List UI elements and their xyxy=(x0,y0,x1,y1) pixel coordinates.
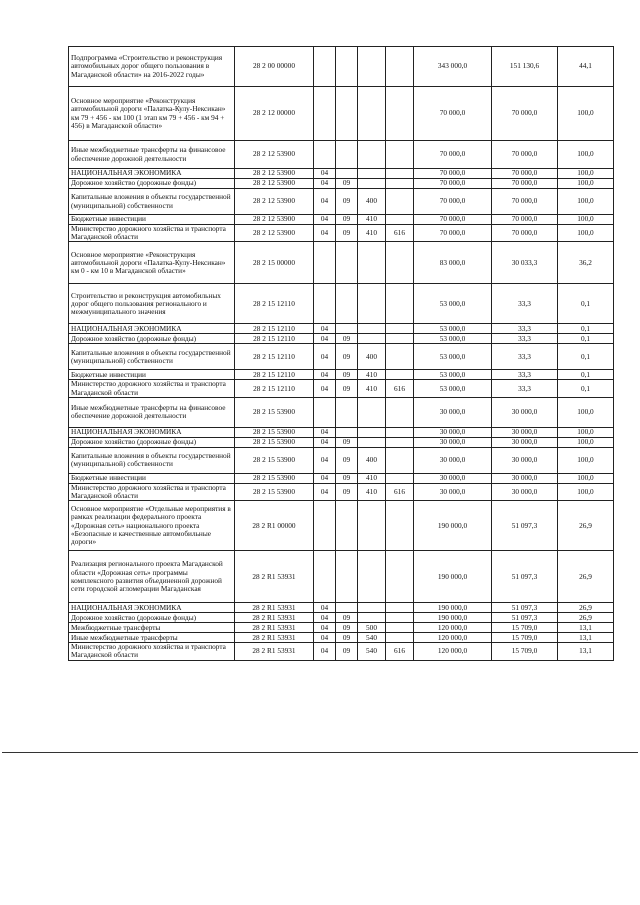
row-grbs-code xyxy=(386,284,414,324)
row-name: Основное мероприятие «Реконструкция автомобильной дороги «Палатка-Кулу-Нексикан» км 79 + 456 - км 100 (1 этап км 79 + 456 - км 94 + 456) в Магаданской области» xyxy=(69,87,235,141)
row-section-code: 04 xyxy=(314,603,336,613)
row-plan-amount: 30 000,0 xyxy=(414,437,492,447)
row-grbs-code xyxy=(386,603,414,613)
row-expense-type-code: 410 xyxy=(358,473,386,483)
row-csr-code: 28 2 12 53900 xyxy=(235,225,314,242)
row-section-code xyxy=(314,242,336,284)
row-expense-type-code: 540 xyxy=(358,643,386,660)
row-section-code xyxy=(314,551,336,603)
row-subsection-code: 09 xyxy=(336,613,358,623)
row-percent: 100,0 xyxy=(558,215,614,225)
row-grbs-code xyxy=(386,551,414,603)
row-expense-type-code xyxy=(358,284,386,324)
row-name: Капитальные вложения в объекты государственной (муниципальной) собственности xyxy=(69,189,235,215)
row-subsection-code: 09 xyxy=(336,225,358,242)
row-grbs-code xyxy=(386,189,414,215)
row-subsection-code: 09 xyxy=(336,473,358,483)
row-percent: 0,1 xyxy=(558,284,614,324)
row-name: Дорожное хозяйство (дорожные фонды) xyxy=(69,437,235,447)
row-name: Министерство дорожного хозяйства и транспорта Магаданской области xyxy=(69,483,235,500)
row-grbs-code: 616 xyxy=(386,643,414,660)
row-subsection-code: 09 xyxy=(336,179,358,189)
row-section-code: 04 xyxy=(314,623,336,633)
table-row xyxy=(69,87,614,141)
row-csr-code: 28 2 R1 00000 xyxy=(235,501,314,551)
row-expense-type-code xyxy=(358,613,386,623)
row-grbs-code xyxy=(386,427,414,437)
row-csr-code: 28 2 12 53900 xyxy=(235,169,314,179)
row-percent: 100,0 xyxy=(558,473,614,483)
row-csr-code: 28 2 15 12110 xyxy=(235,334,314,344)
row-csr-code: 28 2 12 53900 xyxy=(235,189,314,215)
row-csr-code: 28 2 00 00000 xyxy=(235,47,314,87)
row-name: НАЦИОНАЛЬНАЯ ЭКОНОМИКА xyxy=(69,427,235,437)
row-section-code xyxy=(314,284,336,324)
row-percent: 0,1 xyxy=(558,324,614,334)
row-executed-amount: 51 097,3 xyxy=(492,603,558,613)
row-section-code xyxy=(314,87,336,141)
row-csr-code: 28 2 15 12110 xyxy=(235,370,314,380)
row-percent: 100,0 xyxy=(558,87,614,141)
row-subsection-code xyxy=(336,141,358,169)
row-percent: 100,0 xyxy=(558,483,614,500)
row-percent: 100,0 xyxy=(558,437,614,447)
row-grbs-code xyxy=(386,633,414,643)
row-subsection-code: 09 xyxy=(336,189,358,215)
row-name: Дорожное хозяйство (дорожные фонды) xyxy=(69,334,235,344)
table-row xyxy=(69,189,614,215)
row-csr-code: 28 2 15 53900 xyxy=(235,397,314,427)
row-percent: 100,0 xyxy=(558,225,614,242)
row-executed-amount: 70 000,0 xyxy=(492,87,558,141)
row-subsection-code xyxy=(336,87,358,141)
row-subsection-code: 09 xyxy=(336,633,358,643)
row-section-code: 04 xyxy=(314,447,336,473)
table-row xyxy=(69,551,614,603)
table-row xyxy=(69,179,614,189)
row-grbs-code xyxy=(386,179,414,189)
row-subsection-code: 09 xyxy=(336,447,358,473)
row-plan-amount: 190 000,0 xyxy=(414,603,492,613)
row-expense-type-code xyxy=(358,179,386,189)
row-subsection-code xyxy=(336,397,358,427)
row-expense-type-code: 500 xyxy=(358,623,386,633)
row-expense-type-code: 410 xyxy=(358,215,386,225)
row-plan-amount: 53 000,0 xyxy=(414,380,492,397)
row-csr-code: 28 2 15 12110 xyxy=(235,324,314,334)
row-plan-amount: 120 000,0 xyxy=(414,643,492,660)
row-executed-amount: 33,3 xyxy=(492,344,558,370)
row-percent: 0,1 xyxy=(558,334,614,344)
row-expense-type-code: 410 xyxy=(358,370,386,380)
row-expense-type-code: 410 xyxy=(358,225,386,242)
row-section-code: 04 xyxy=(314,633,336,643)
row-executed-amount: 30 000,0 xyxy=(492,473,558,483)
row-name: Бюджетные инвестиции xyxy=(69,370,235,380)
row-executed-amount: 70 000,0 xyxy=(492,141,558,169)
row-subsection-code: 09 xyxy=(336,370,358,380)
row-percent: 100,0 xyxy=(558,189,614,215)
row-expense-type-code xyxy=(358,87,386,141)
row-plan-amount: 190 000,0 xyxy=(414,613,492,623)
table-body xyxy=(69,47,614,661)
row-executed-amount: 70 000,0 xyxy=(492,225,558,242)
row-name: Дорожное хозяйство (дорожные фонды) xyxy=(69,179,235,189)
row-executed-amount: 70 000,0 xyxy=(492,179,558,189)
row-section-code: 04 xyxy=(314,179,336,189)
row-subsection-code: 09 xyxy=(336,623,358,633)
row-grbs-code xyxy=(386,324,414,334)
row-name: Иные межбюджетные трансферты на финансовое обеспечение дорожной деятельности xyxy=(69,397,235,427)
row-name: Министерство дорожного хозяйства и транспорта Магаданской области xyxy=(69,380,235,397)
row-subsection-code xyxy=(336,47,358,87)
row-plan-amount: 70 000,0 xyxy=(414,141,492,169)
row-name: Реализация регионального проекта Магаданской области «Дорожная сеть» программы комплексного развития объединенной дорожной сети городской агломерации Магаданская xyxy=(69,551,235,603)
table-row xyxy=(69,225,614,242)
row-expense-type-code xyxy=(358,551,386,603)
row-plan-amount: 53 000,0 xyxy=(414,284,492,324)
row-plan-amount: 70 000,0 xyxy=(414,179,492,189)
row-subsection-code: 09 xyxy=(336,344,358,370)
row-section-code xyxy=(314,47,336,87)
row-executed-amount: 70 000,0 xyxy=(492,169,558,179)
table-row xyxy=(69,324,614,334)
row-subsection-code xyxy=(336,551,358,603)
row-executed-amount: 30 000,0 xyxy=(492,397,558,427)
row-percent: 100,0 xyxy=(558,179,614,189)
row-name: Бюджетные инвестиции xyxy=(69,215,235,225)
table-row xyxy=(69,47,614,87)
row-plan-amount: 70 000,0 xyxy=(414,225,492,242)
row-csr-code: 28 2 R1 53931 xyxy=(235,633,314,643)
row-section-code: 04 xyxy=(314,437,336,447)
row-expense-type-code: 400 xyxy=(358,447,386,473)
table-row xyxy=(69,141,614,169)
table-row xyxy=(69,643,614,660)
table-row xyxy=(69,242,614,284)
row-grbs-code xyxy=(386,215,414,225)
table-row xyxy=(69,370,614,380)
table-row xyxy=(69,437,614,447)
row-section-code xyxy=(314,397,336,427)
row-subsection-code xyxy=(336,324,358,334)
row-executed-amount: 33,3 xyxy=(492,324,558,334)
row-subsection-code xyxy=(336,427,358,437)
row-executed-amount: 30 000,0 xyxy=(492,483,558,500)
row-executed-amount: 70 000,0 xyxy=(492,215,558,225)
row-subsection-code xyxy=(336,603,358,613)
row-grbs-code xyxy=(386,473,414,483)
table-row xyxy=(69,284,614,324)
row-percent: 44,1 xyxy=(558,47,614,87)
row-subsection-code: 09 xyxy=(336,437,358,447)
row-grbs-code xyxy=(386,397,414,427)
row-plan-amount: 70 000,0 xyxy=(414,215,492,225)
row-expense-type-code: 410 xyxy=(358,483,386,500)
row-grbs-code xyxy=(386,623,414,633)
row-csr-code: 28 2 15 53900 xyxy=(235,427,314,437)
row-grbs-code xyxy=(386,141,414,169)
row-plan-amount: 120 000,0 xyxy=(414,623,492,633)
row-name: НАЦИОНАЛЬНАЯ ЭКОНОМИКА xyxy=(69,324,235,334)
row-percent: 26,9 xyxy=(558,613,614,623)
bottom-divider xyxy=(2,752,638,753)
row-section-code: 04 xyxy=(314,473,336,483)
row-plan-amount: 120 000,0 xyxy=(414,633,492,643)
row-expense-type-code xyxy=(358,427,386,437)
row-csr-code: 28 2 R1 53931 xyxy=(235,551,314,603)
row-name: Капитальные вложения в объекты государственной (муниципальной) собственности xyxy=(69,447,235,473)
row-percent: 26,9 xyxy=(558,551,614,603)
row-grbs-code xyxy=(386,370,414,380)
budget-table xyxy=(68,46,614,661)
row-csr-code: 28 2 15 12110 xyxy=(235,284,314,324)
row-grbs-code xyxy=(386,613,414,623)
row-subsection-code: 09 xyxy=(336,643,358,660)
row-executed-amount: 33,3 xyxy=(492,370,558,380)
row-percent: 100,0 xyxy=(558,447,614,473)
row-expense-type-code xyxy=(358,141,386,169)
row-name: НАЦИОНАЛЬНАЯ ЭКОНОМИКА xyxy=(69,169,235,179)
row-name: Министерство дорожного хозяйства и транспорта Магаданской области xyxy=(69,643,235,660)
row-csr-code: 28 2 R1 53931 xyxy=(235,623,314,633)
row-grbs-code xyxy=(386,242,414,284)
table-row xyxy=(69,603,614,613)
row-plan-amount: 53 000,0 xyxy=(414,344,492,370)
row-name: Иные межбюджетные трансферты xyxy=(69,633,235,643)
row-name: Бюджетные инвестиции xyxy=(69,473,235,483)
row-plan-amount: 53 000,0 xyxy=(414,324,492,334)
row-csr-code: 28 2 15 12110 xyxy=(235,380,314,397)
row-expense-type-code xyxy=(358,334,386,344)
row-csr-code: 28 2 12 53900 xyxy=(235,215,314,225)
row-expense-type-code xyxy=(358,437,386,447)
row-plan-amount: 343 000,0 xyxy=(414,47,492,87)
row-section-code: 04 xyxy=(314,344,336,370)
row-expense-type-code: 400 xyxy=(358,344,386,370)
row-plan-amount: 70 000,0 xyxy=(414,87,492,141)
row-plan-amount: 30 000,0 xyxy=(414,397,492,427)
row-executed-amount: 30 033,3 xyxy=(492,242,558,284)
row-section-code: 04 xyxy=(314,189,336,215)
row-executed-amount: 151 130,6 xyxy=(492,47,558,87)
row-grbs-code xyxy=(386,169,414,179)
row-expense-type-code xyxy=(358,242,386,284)
row-csr-code: 28 2 15 53900 xyxy=(235,447,314,473)
row-section-code: 04 xyxy=(314,225,336,242)
row-percent: 13,1 xyxy=(558,633,614,643)
table-row xyxy=(69,501,614,551)
row-name: Основное мероприятие «Отдельные мероприятия в рамках реализации федерального проекта «Дорожная сеть» национального проекта «Безопасные и качественные автомобильные дороги» xyxy=(69,501,235,551)
row-percent: 100,0 xyxy=(558,397,614,427)
row-percent: 26,9 xyxy=(558,501,614,551)
row-section-code: 04 xyxy=(314,370,336,380)
row-executed-amount: 15 709,0 xyxy=(492,623,558,633)
row-section-code: 04 xyxy=(314,613,336,623)
row-plan-amount: 70 000,0 xyxy=(414,169,492,179)
row-plan-amount: 190 000,0 xyxy=(414,551,492,603)
row-csr-code: 28 2 15 53900 xyxy=(235,483,314,500)
row-grbs-code xyxy=(386,47,414,87)
row-csr-code: 28 2 15 53900 xyxy=(235,473,314,483)
row-csr-code: 28 2 15 53900 xyxy=(235,437,314,447)
table-row xyxy=(69,613,614,623)
row-name: Капитальные вложения в объекты государственной (муниципальной) собственности xyxy=(69,344,235,370)
table-row xyxy=(69,483,614,500)
row-plan-amount: 70 000,0 xyxy=(414,189,492,215)
row-csr-code: 28 2 R1 53931 xyxy=(235,603,314,613)
table-row xyxy=(69,633,614,643)
row-section-code: 04 xyxy=(314,215,336,225)
row-executed-amount: 33,3 xyxy=(492,380,558,397)
row-executed-amount: 15 709,0 xyxy=(492,643,558,660)
row-grbs-code xyxy=(386,87,414,141)
row-section-code xyxy=(314,501,336,551)
table-row xyxy=(69,344,614,370)
row-csr-code: 28 2 12 53900 xyxy=(235,179,314,189)
row-executed-amount: 51 097,3 xyxy=(492,501,558,551)
row-name: Дорожное хозяйство (дорожные фонды) xyxy=(69,613,235,623)
table-row xyxy=(69,169,614,179)
row-executed-amount: 33,3 xyxy=(492,284,558,324)
row-section-code: 04 xyxy=(314,427,336,437)
row-percent: 0,1 xyxy=(558,380,614,397)
row-plan-amount: 190 000,0 xyxy=(414,501,492,551)
row-section-code: 04 xyxy=(314,380,336,397)
row-plan-amount: 53 000,0 xyxy=(414,370,492,380)
row-executed-amount: 70 000,0 xyxy=(492,189,558,215)
row-section-code: 04 xyxy=(314,169,336,179)
row-csr-code: 28 2 12 53900 xyxy=(235,141,314,169)
row-subsection-code: 09 xyxy=(336,215,358,225)
row-expense-type-code: 410 xyxy=(358,380,386,397)
row-plan-amount: 30 000,0 xyxy=(414,473,492,483)
row-plan-amount: 30 000,0 xyxy=(414,483,492,500)
row-section-code xyxy=(314,141,336,169)
row-subsection-code: 09 xyxy=(336,380,358,397)
row-expense-type-code: 400 xyxy=(358,189,386,215)
row-percent: 13,1 xyxy=(558,623,614,633)
row-grbs-code: 616 xyxy=(386,225,414,242)
table-row xyxy=(69,447,614,473)
row-name: Иные межбюджетные трансферты на финансовое обеспечение дорожной деятельности xyxy=(69,141,235,169)
table-row xyxy=(69,380,614,397)
row-csr-code: 28 2 12 00000 xyxy=(235,87,314,141)
row-subsection-code xyxy=(336,242,358,284)
row-grbs-code xyxy=(386,437,414,447)
row-executed-amount: 30 000,0 xyxy=(492,427,558,437)
row-csr-code: 28 2 15 12110 xyxy=(235,344,314,370)
row-name: Основное мероприятие «Реконструкция автомобильной дороги «Палатка-Кулу-Нексикан» км 0 - км 10 в Магаданской области» xyxy=(69,242,235,284)
row-csr-code: 28 2 R1 53931 xyxy=(235,613,314,623)
row-name: Строительство и реконструкция автомобильных дорог общего пользования регионального и межмуниципального значения xyxy=(69,284,235,324)
table-row xyxy=(69,427,614,437)
row-executed-amount: 30 000,0 xyxy=(492,447,558,473)
row-expense-type-code xyxy=(358,501,386,551)
row-expense-type-code xyxy=(358,324,386,334)
row-percent: 100,0 xyxy=(558,141,614,169)
row-name: НАЦИОНАЛЬНАЯ ЭКОНОМИКА xyxy=(69,603,235,613)
row-subsection-code xyxy=(336,284,358,324)
row-plan-amount: 30 000,0 xyxy=(414,447,492,473)
row-executed-amount: 51 097,3 xyxy=(492,551,558,603)
row-section-code: 04 xyxy=(314,483,336,500)
row-csr-code: 28 2 15 00000 xyxy=(235,242,314,284)
row-grbs-code xyxy=(386,344,414,370)
row-grbs-code: 616 xyxy=(386,483,414,500)
row-subsection-code: 09 xyxy=(336,334,358,344)
row-percent: 13,1 xyxy=(558,643,614,660)
row-percent: 26,9 xyxy=(558,603,614,613)
row-name: Межбюджетные трансферты xyxy=(69,623,235,633)
row-percent: 36,2 xyxy=(558,242,614,284)
row-grbs-code: 616 xyxy=(386,380,414,397)
row-grbs-code xyxy=(386,501,414,551)
row-expense-type-code xyxy=(358,603,386,613)
row-percent: 100,0 xyxy=(558,169,614,179)
row-executed-amount: 51 097,3 xyxy=(492,613,558,623)
row-subsection-code xyxy=(336,501,358,551)
row-executed-amount: 33,3 xyxy=(492,334,558,344)
row-executed-amount: 15 709,0 xyxy=(492,633,558,643)
row-grbs-code xyxy=(386,334,414,344)
row-section-code: 04 xyxy=(314,643,336,660)
row-executed-amount: 30 000,0 xyxy=(492,437,558,447)
row-plan-amount: 30 000,0 xyxy=(414,427,492,437)
row-section-code: 04 xyxy=(314,324,336,334)
row-expense-type-code: 540 xyxy=(358,633,386,643)
row-expense-type-code xyxy=(358,397,386,427)
row-expense-type-code xyxy=(358,47,386,87)
row-percent: 100,0 xyxy=(558,427,614,437)
row-subsection-code xyxy=(336,169,358,179)
row-csr-code: 28 2 R1 53931 xyxy=(235,643,314,660)
row-plan-amount: 53 000,0 xyxy=(414,334,492,344)
row-plan-amount: 83 000,0 xyxy=(414,242,492,284)
row-name: Министерство дорожного хозяйства и транспорта Магаданской области xyxy=(69,225,235,242)
table-row xyxy=(69,334,614,344)
row-percent: 0,1 xyxy=(558,370,614,380)
row-grbs-code xyxy=(386,447,414,473)
table-row xyxy=(69,473,614,483)
row-expense-type-code xyxy=(358,169,386,179)
table-row xyxy=(69,623,614,633)
table-row xyxy=(69,397,614,427)
row-percent: 0,1 xyxy=(558,344,614,370)
row-subsection-code: 09 xyxy=(336,483,358,500)
row-section-code: 04 xyxy=(314,334,336,344)
table-row xyxy=(69,215,614,225)
row-name: Подпрограмма «Строительство и реконструкция автомобильных дорог общего пользования в Магаданской области» на 2016-2022 годы» xyxy=(69,47,235,87)
